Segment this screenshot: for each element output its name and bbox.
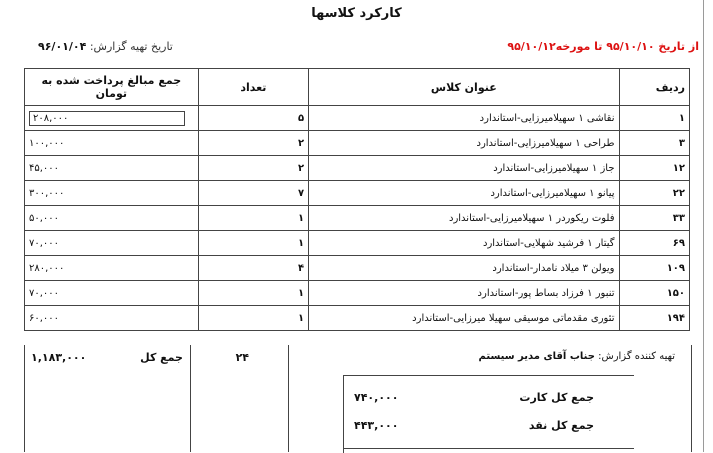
- table-row: [25, 231, 690, 256]
- selected-sum-cell[interactable]: ۲۰۸,۰۰۰: [29, 111, 185, 126]
- cell-sum: ۱۰۰,۰۰۰: [25, 131, 199, 156]
- footer-total-cell: [24, 345, 191, 452]
- cell-sum: ۴۵,۰۰۰: [25, 156, 199, 181]
- grand-total-label: جمع کل: [140, 351, 183, 364]
- cell-count: ۱: [198, 281, 308, 306]
- cell-title: طراحی ۱ سهیلامیرزایی-استاندارد: [309, 131, 619, 156]
- cell-count: ۴: [198, 256, 308, 281]
- cell-row: ۱۲: [619, 156, 689, 181]
- payment-summary: [343, 375, 634, 453]
- table-row: [25, 181, 690, 206]
- report-footer: [24, 345, 690, 452]
- reporter-name: جناب آقای مدیر سیستم: [478, 351, 595, 362]
- table-row: [25, 281, 690, 306]
- cell-title: فلوت ریکوردر ۱ سهیلامیرزایی-استاندارد: [309, 206, 619, 231]
- header-sum: جمع مبالغ پرداخت شده به تومان: [25, 69, 199, 106]
- grand-total-count: ۲۴: [235, 351, 249, 364]
- report-date-value: ۹۶/۰۱/۰۴: [38, 40, 87, 53]
- cell-row: ۱۹۴: [619, 306, 689, 331]
- cell-sum: ۵۰,۰۰۰: [25, 206, 199, 231]
- card-total-value: ۷۴۰,۰۰۰: [354, 391, 399, 404]
- header-title: عنوان کلاس: [309, 69, 619, 106]
- card-total-label: جمع کل کارت: [519, 391, 594, 404]
- cell-row: ۱: [619, 106, 689, 131]
- cell-count: ۷: [198, 181, 308, 206]
- report-date-label: تاریخ تهیه گزارش:: [89, 40, 173, 53]
- table-row: [25, 106, 690, 131]
- report-title: کارکرد کلاسها: [311, 6, 402, 21]
- cell-title: ویولن ۳ میلاد نامدار-استاندارد: [309, 256, 619, 281]
- cell-count: ۱: [198, 206, 308, 231]
- footer-reporter-cell: [288, 345, 692, 452]
- cell-sum: ۲۸۰,۰۰۰: [25, 256, 199, 281]
- cell-title: تئوری مقدماتی موسیقی سهیلا میرزایی-استاندارد: [309, 306, 619, 331]
- header-count: تعداد: [198, 69, 308, 106]
- cell-sum: ۳۰۰,۰۰۰: [25, 181, 199, 206]
- cell-title: نقاشی ۱ سهیلامیرزایی-استاندارد: [309, 106, 619, 131]
- cell-row: ۱۵۰: [619, 281, 689, 306]
- cash-total-label: جمع کل نقد: [528, 419, 594, 432]
- cell-count: ۵: [198, 106, 308, 131]
- footer-count-cell: [190, 345, 289, 452]
- table-row: [25, 156, 690, 181]
- table-row: [25, 131, 690, 156]
- cell-row: ۲۲: [619, 181, 689, 206]
- reporter-label: تهیه کننده گزارش:: [598, 351, 675, 362]
- cell-sum: ۶۰,۰۰۰: [25, 306, 199, 331]
- cell-count: ۱: [198, 231, 308, 256]
- grand-total-value: ۱,۱۸۳,۰۰۰: [31, 351, 87, 364]
- cell-row: ۳۳: [619, 206, 689, 231]
- cell-sum: ۷۰,۰۰۰: [25, 281, 199, 306]
- table-row: [25, 306, 690, 331]
- reporter: [479, 351, 675, 362]
- cell-sum: ۷۰,۰۰۰: [25, 231, 199, 256]
- cell-row: ۶۹: [619, 231, 689, 256]
- cell-row: ۱۰۹: [619, 256, 689, 281]
- cash-total-value: ۴۴۳,۰۰۰: [354, 419, 399, 432]
- cell-sum: [25, 106, 199, 131]
- classes-table: [24, 68, 690, 331]
- table-header: [25, 69, 690, 106]
- cell-title: گیتار ۱ فرشید شهلایی-استاندارد: [309, 231, 619, 256]
- cell-title: تنبور ۱ فرزاد بساط پور-استاندارد: [309, 281, 619, 306]
- cell-title: پیانو ۱ سهیلامیرزایی-استاندارد: [309, 181, 619, 206]
- date-range: از تاریخ ۹۵/۱۰/۱۰ تا مورخه۹۵/۱۰/۱۲: [507, 40, 699, 53]
- cell-count: ۲: [198, 156, 308, 181]
- table-row: [25, 206, 690, 231]
- report-date: [38, 40, 173, 53]
- header-row: ردیف: [619, 69, 689, 106]
- cell-count: ۱: [198, 306, 308, 331]
- cell-title: جاز ۱ سهیلامیرزایی-استاندارد: [309, 156, 619, 181]
- cell-count: ۲: [198, 131, 308, 156]
- table-row: [25, 256, 690, 281]
- divider: [344, 448, 634, 449]
- cell-row: ۳: [619, 131, 689, 156]
